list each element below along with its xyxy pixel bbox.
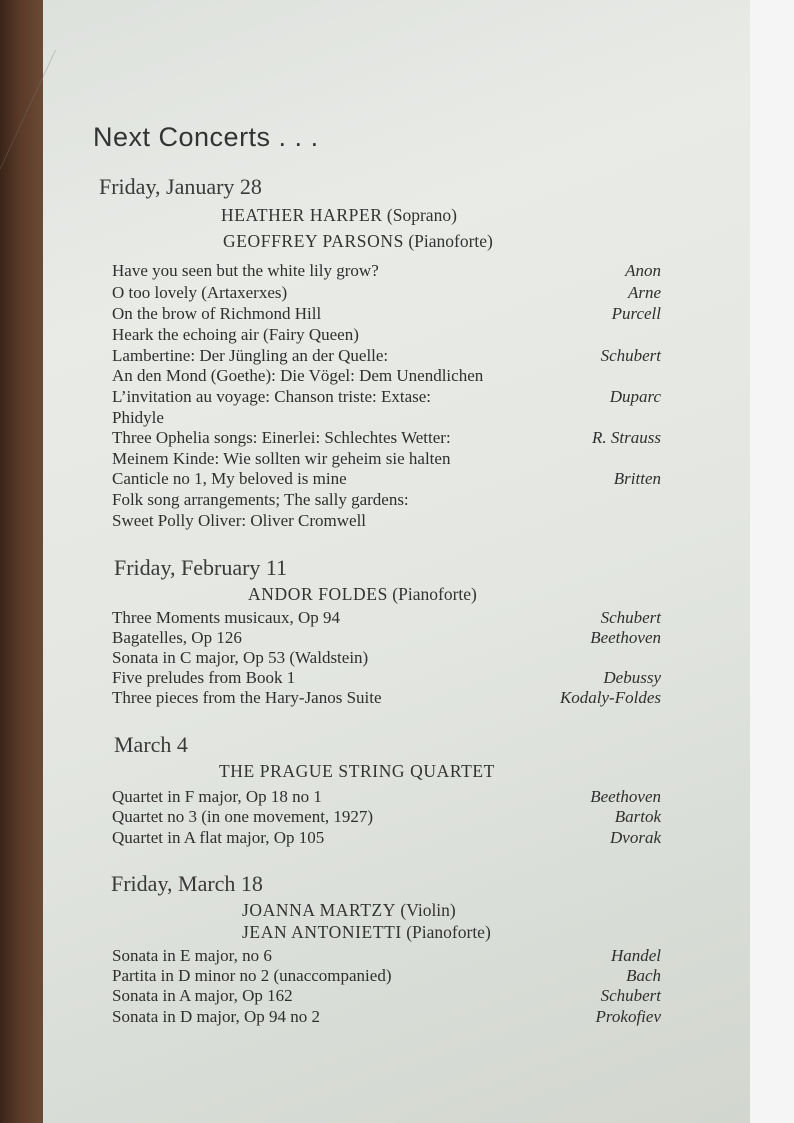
- piece-title: Quartet no 3 (in one movement, 1927): [112, 807, 374, 826]
- piece-title: Sweet Polly Oliver: Oliver Cromwell: [112, 511, 367, 530]
- composer-name: Schubert: [600, 346, 661, 365]
- concert-leaflet: [43, 0, 750, 1123]
- programme-row: [112, 366, 661, 386]
- performer-name: ANDOR FOLDES: [248, 584, 388, 604]
- piece-title: Meinem Kinde: Wie sollten wir geheim sie halten: [112, 449, 451, 468]
- programme-row: [112, 304, 661, 324]
- concert-date: Friday, February 11: [114, 555, 288, 580]
- piece-title: Folk song arrangements; The sally gardens:: [112, 490, 409, 509]
- programme-row: [112, 325, 661, 345]
- programme-row: [112, 283, 661, 303]
- programme-row: [112, 449, 661, 469]
- programme-row: [112, 688, 661, 708]
- piece-title: Three pieces from the Hary-Janos Suite: [112, 688, 382, 707]
- performer-role: (Soprano): [386, 205, 457, 225]
- programme-row: [112, 807, 661, 827]
- programme-row: [112, 946, 661, 966]
- piece-title: O too lovely (Artaxerxes): [112, 283, 288, 302]
- performer-role: (Pianoforte): [392, 584, 477, 604]
- piece-title: Canticle no 1, My beloved is mine: [112, 469, 347, 488]
- performer-line: [223, 231, 493, 252]
- performer-name: THE PRAGUE STRING QUARTET: [219, 761, 495, 781]
- programme-row: [112, 648, 661, 668]
- piece-title: Three Moments musicaux, Op 94: [112, 608, 341, 627]
- piece-title: Quartet in A flat major, Op 105: [112, 828, 325, 847]
- composer-name: Handel: [610, 946, 661, 965]
- performer-name: GEOFFREY PARSONS: [223, 231, 404, 251]
- programme-row: [112, 408, 661, 428]
- piece-title: On the brow of Richmond Hill: [112, 304, 322, 323]
- composer-name: Schubert: [600, 986, 661, 1005]
- piece-title: An den Mond (Goethe): Die Vögel: Dem Unendlichen: [112, 366, 484, 385]
- composer-name: Arne: [627, 283, 661, 302]
- composer-name: Beethoven: [590, 787, 661, 806]
- piece-title: Three Ophelia songs: Einerlei: Schlechtes Wetter:: [112, 428, 451, 447]
- composer-name: Schubert: [600, 608, 661, 627]
- composer-name: Anon: [625, 261, 661, 280]
- page-title: Next Concerts . . .: [93, 122, 319, 152]
- programme-row: [112, 346, 661, 366]
- composer-name: Debussy: [603, 668, 661, 687]
- programme-row: [112, 986, 661, 1006]
- piece-title: Phidyle: [112, 408, 164, 427]
- piece-title: Five preludes from Book 1: [112, 668, 296, 687]
- performer-line: [242, 900, 456, 921]
- performer-name: JEAN ANTONIETTI: [242, 922, 402, 942]
- piece-title: Have you seen but the white lily grow?: [112, 261, 379, 280]
- programme-row: [112, 511, 661, 531]
- programme-row: [112, 387, 661, 407]
- performer-name: JOANNA MARTZY: [242, 900, 397, 920]
- performer-name: HEATHER HARPER: [221, 205, 383, 225]
- programme-row: [112, 261, 661, 281]
- piece-title: Sonata in A major, Op 162: [112, 986, 293, 1005]
- piece-title: L’invitation au voyage: Chanson triste: Extase:: [112, 387, 432, 406]
- programme-row: [112, 828, 661, 848]
- programme-row: [112, 428, 661, 448]
- programme-row: [112, 628, 661, 648]
- piece-title: Sonata in E major, no 6: [112, 946, 272, 965]
- piece-title: Partita in D minor no 2 (unaccompanied): [112, 966, 392, 985]
- programme-row: [112, 1007, 661, 1027]
- performer-line: [242, 922, 491, 943]
- piece-title: Bagatelles, Op 126: [112, 628, 242, 647]
- composer-name: Duparc: [609, 387, 661, 406]
- performer-role: (Pianoforte): [408, 231, 493, 251]
- piece-title: Quartet in F major, Op 18 no 1: [112, 787, 322, 806]
- performer-line: [219, 761, 495, 782]
- programme-row: [112, 469, 661, 489]
- programme-row: [112, 787, 661, 807]
- programme-row: [112, 608, 661, 628]
- composer-name: Prokofiev: [595, 1007, 661, 1026]
- programme-row: [112, 966, 661, 986]
- concert-date: Friday, March 18: [111, 871, 263, 896]
- concert-date: March 4: [114, 732, 188, 757]
- composer-name: Beethoven: [590, 628, 661, 647]
- composer-name: Bach: [626, 966, 661, 985]
- performer-role: (Pianoforte): [406, 922, 491, 942]
- composer-name: Purcell: [611, 304, 661, 323]
- performer-line: [221, 205, 457, 226]
- piece-title: Lambertine: Der Jüngling an der Quelle:: [112, 346, 389, 365]
- composer-name: Kodaly-Foldes: [559, 688, 661, 707]
- piece-title: Sonata in C major, Op 53 (Waldstein): [112, 648, 369, 667]
- programme-row: [112, 490, 661, 510]
- piece-title: Sonata in D major, Op 94 no 2: [112, 1007, 321, 1026]
- programme-row: [112, 668, 661, 688]
- composer-name: Britten: [613, 469, 661, 488]
- piece-title: Heark the echoing air (Fairy Queen): [112, 325, 359, 344]
- composer-name: Dvorak: [610, 828, 661, 847]
- composer-name: R. Strauss: [592, 428, 661, 447]
- performer-role: (Violin): [400, 900, 456, 920]
- composer-name: Bartok: [614, 807, 661, 826]
- performer-line: [248, 584, 477, 605]
- concert-date: Friday, January 28: [99, 174, 262, 199]
